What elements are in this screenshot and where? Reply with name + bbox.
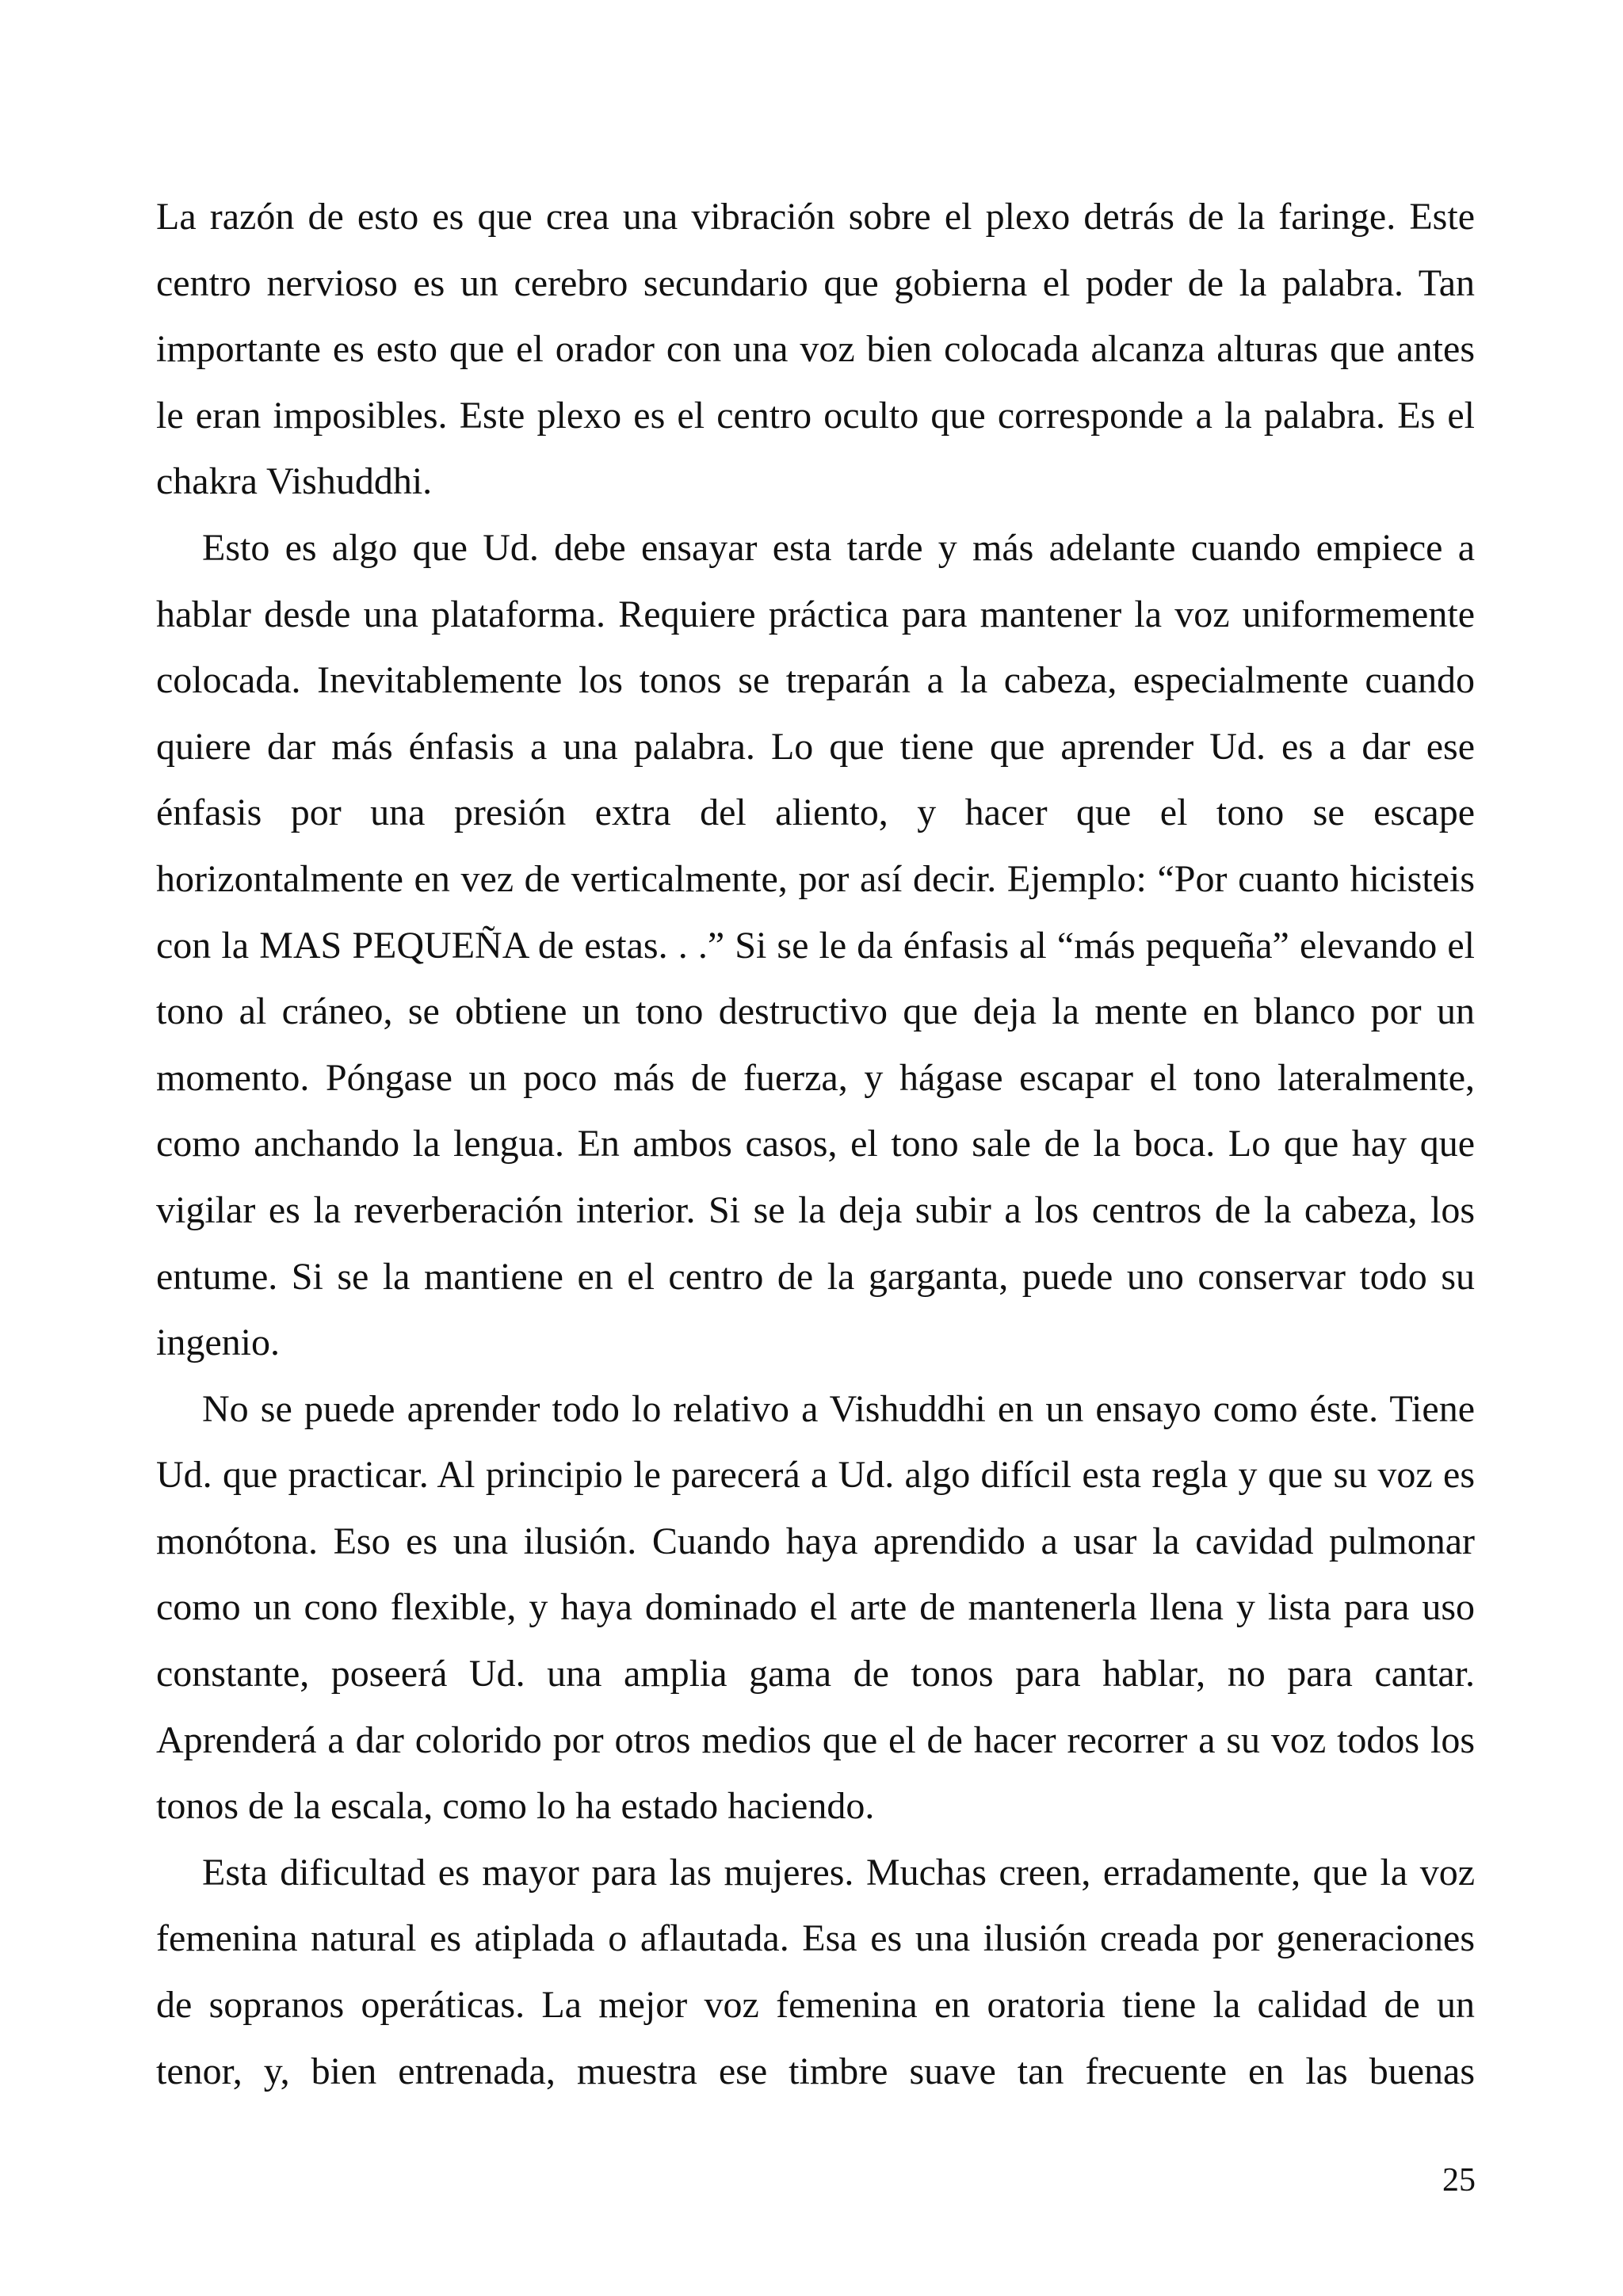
paragraph-4: Esta dificultad es mayor para las mujeres. Muchas creen, erradamente, que la voz femenina natural es atiplada o aflautada. Esa es una ilusión creada por generaciones de sopranos operáticas. La mejor voz femenina en oratoria tiene la calidad de un tenor, y, bien entrenada, muestra ese timbre suave tan frecuente en las buenas <box>156 1851 1475 2092</box>
paragraph-1: La razón de esto es que crea una vibración sobre el plexo detrás de la faringe. Este centro nervioso es un cerebro secundario que gobierna el poder de la palabra. Tan importante es esto que el orador con una voz bien colocada alcanza alturas que antes le eran imposibles. Este plexo es el centro oculto que corresponde a la palabra. Es el chakra Vishuddhi. <box>156 196 1475 503</box>
page-number: 25 <box>1442 2162 1476 2199</box>
body-text <box>156 184 1475 2104</box>
paragraph-3: No se puede aprender todo lo relativo a Vishuddhi en un ensayo como éste. Tiene Ud. que practicar. Al principio le parecerá a Ud. algo difícil esta regla y que su voz es monótona. Eso es una ilusión. Cuando haya aprendido a usar la cavidad pulmonar como un cono flexible, y haya dominado el arte de mantenerla llena y lista para uso constante, poseerá Ud. una amplia gama de tonos para hablar, no para cantar. Aprenderá a dar colorido por otros medios que el de hacer recorrer a su voz todos los tonos de la escala, como lo ha estado haciendo. <box>156 1387 1475 1828</box>
paragraph-2: Esto es algo que Ud. debe ensayar esta tarde y más adelante cuando empiece a hablar desde una plataforma. Requiere práctica para mantener la voz uniformemente colocada. Inevitablemente los tonos se treparán a la cabeza, especialmente cuando quiere dar más énfasis a una palabra. Lo que tiene que aprender Ud. es a dar ese énfasis por una presión extra del aliento, y hacer que el tono se escape horizontalmente en vez de verticalmente, por así decir. Ejemplo: “Por cuanto hicisteis con la MAS PEQUEÑA de estas. . .” Si se le da énfasis al “más pequeña” elevando el tono al cráneo, se obtiene un tono destructivo que deja la mente en blanco por un momento. Póngase un poco más de fuerza, y hágase escapar el tono lateralmente, como anchando la lengua. En ambos casos, el tono sale de la boca. Lo que hay que vigilar es la reverberación interior. Si se la deja subir a los centros de la cabeza, los entume. Si se la mantiene en el centro de la garganta, puede uno conservar todo su ingenio. <box>156 526 1475 1364</box>
